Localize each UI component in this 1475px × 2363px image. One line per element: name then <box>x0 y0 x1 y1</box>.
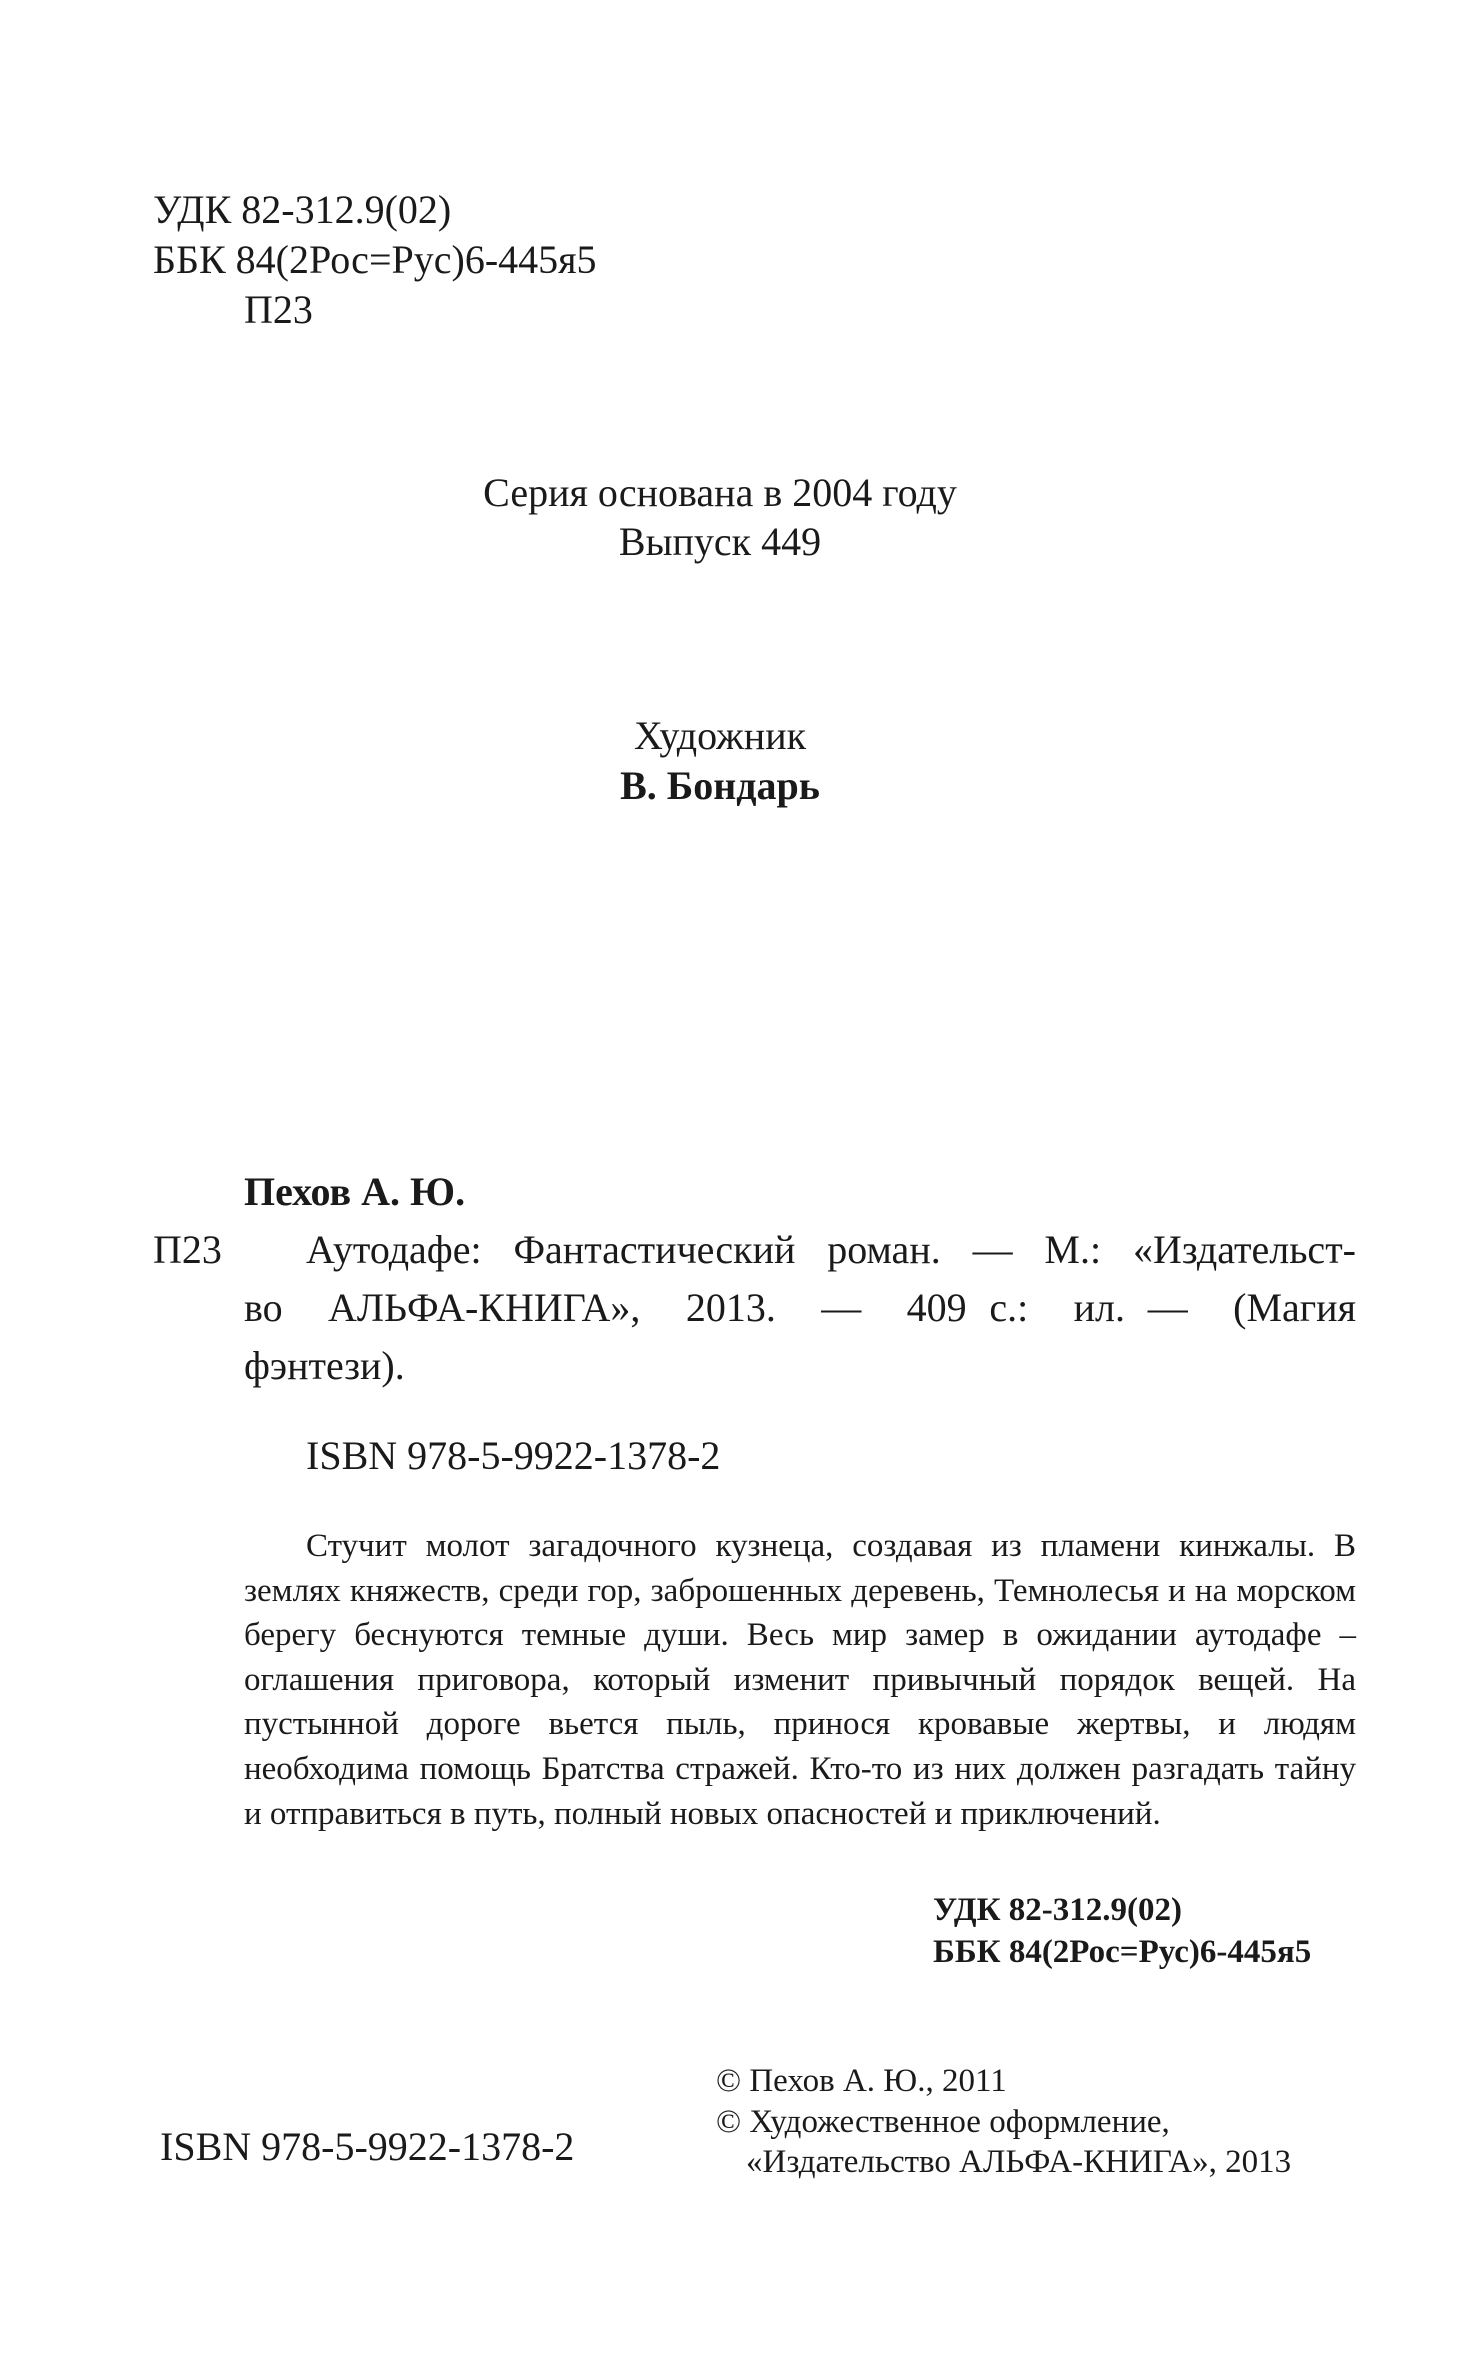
series-founded: Серия основана в 2004 году <box>483 470 957 515</box>
udk-classification: УДК 82-312.9(02) <box>933 1892 1182 1928</box>
bbk-classification: ББК 84(2Рос=Рус)6-445я5 <box>933 1934 1312 1970</box>
entry-code: П23 <box>153 1227 222 1272</box>
series-issue: Выпуск 449 <box>618 519 822 564</box>
annotation-text: Стучит молот загадочного кузнеца, создавая из пламени кинжалы. В землях княжеств, среди гор, заброшенных деревень, Темнолесья и на морском берегу беснуются темные души. Весь мир замер в ожидании аутодафе – оглашения приговора, который изменит привычный порядок вещей. На пустынной дороге вьется пыль, принося кровавые жертвы, и людям необходима помощь Братства стражей. Кто-то из них должен разгадать тайну и отправиться в путь, полный новых опасностей и приключений. <box>244 1528 1356 1832</box>
footer-isbn: ISBN 978-5-9922-1378-2 <box>160 2124 575 2169</box>
entry-isbn: ISBN 978-5-9922-1378-2 <box>306 1433 721 1478</box>
bbk-header: ББК 84(2Рос=Рус)6-445я5 <box>153 237 597 282</box>
entry-description-line-1: Аутодафе: Фантастический роман. — М.: «Издательст- <box>306 1227 1356 1272</box>
author-code-header: П23 <box>244 287 313 332</box>
artist-label: Художник <box>633 713 807 758</box>
copyright-design: © Художественное оформление, <box>716 2104 1170 2140</box>
entry-author: Пехов А. Ю. <box>244 1169 466 1214</box>
copyright-publisher: «Издательство АЛЬФА-КНИГА», 2013 <box>746 2144 1292 2180</box>
entry-description-line-2: во АЛЬФА-КНИГА», 2013. — 409 с.: ил. — (Магия <box>244 1285 1356 1330</box>
entry-description-line-3: фэнтези). <box>244 1343 405 1388</box>
artist-name: В. Бондарь <box>620 763 820 808</box>
copyright-author: © Пехов А. Ю., 2011 <box>716 2063 1007 2099</box>
udk-header: УДК 82-312.9(02) <box>153 187 452 232</box>
